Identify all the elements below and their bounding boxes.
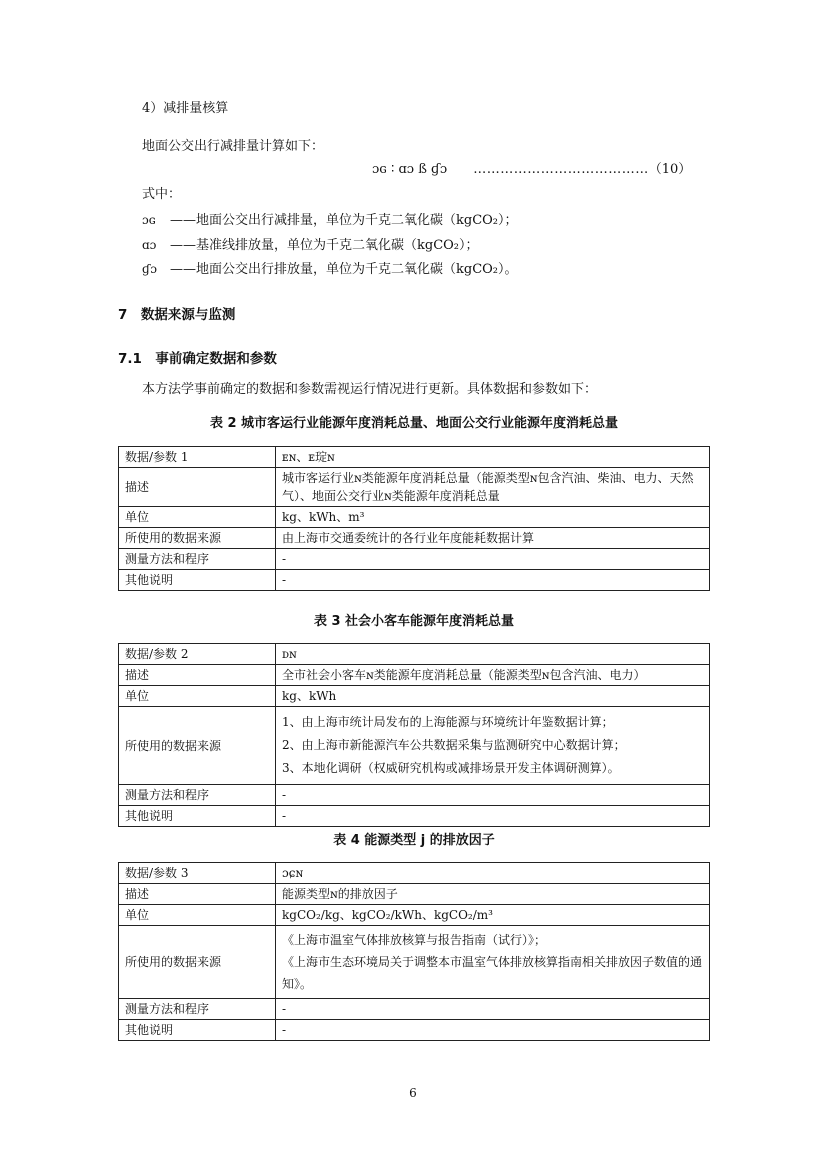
table-row bbox=[119, 570, 710, 591]
table-row bbox=[119, 549, 710, 570]
table-row bbox=[119, 447, 710, 468]
formula-expression: ɔɢ ∶ ɑɔ ß ɠɔ bbox=[372, 162, 448, 177]
formula-dots: ………………………………… bbox=[473, 162, 649, 177]
table-row bbox=[119, 884, 710, 905]
table-key: 所使用的数据来源 bbox=[119, 707, 276, 785]
table-value: kgCO₂/kg、kgCO₂/kWh、kgCO₂/m³ bbox=[276, 905, 710, 926]
table-value: ᴅɴ bbox=[276, 644, 710, 665]
table-row bbox=[119, 999, 710, 1020]
symbol-definition bbox=[142, 211, 518, 230]
where-label: 式中： bbox=[142, 187, 182, 202]
page-number: 6 bbox=[409, 1086, 417, 1100]
table-value: - bbox=[276, 806, 710, 827]
table-value: ᴇɴ、ᴇ琔ɴ bbox=[276, 447, 710, 468]
table-value: kg、kWh bbox=[276, 686, 710, 707]
table-value: - bbox=[276, 549, 710, 570]
table-key: 其他说明 bbox=[119, 806, 276, 827]
table-4 bbox=[118, 862, 710, 1041]
symbol: ɔɢ bbox=[142, 213, 156, 227]
table-row bbox=[119, 665, 710, 686]
table-3-caption: 表 3 社会小客车能源年度消耗总量 bbox=[313, 614, 515, 629]
table-value bbox=[276, 926, 710, 999]
table-value: 由上海市交通委统计的各行业年度能耗数据计算 bbox=[276, 528, 710, 549]
symbol-definition bbox=[142, 236, 479, 255]
table-row bbox=[119, 644, 710, 665]
table-row bbox=[119, 785, 710, 806]
table-3 bbox=[118, 643, 710, 827]
table-value: kg、kWh、m³ bbox=[276, 507, 710, 528]
section-7-1-intro: 本方法学事前确定的数据和参数需视运行情况进行更新。具体数据和参数如下： bbox=[142, 382, 598, 397]
section-4-title: 4）减排量核算 bbox=[142, 101, 229, 116]
source-line: 《上海市生态环境局关于调整本市温室气体排放核算指南相关排放因子数值的通知》。 bbox=[282, 955, 703, 991]
table-key: 其他说明 bbox=[119, 570, 276, 591]
table-row bbox=[119, 806, 710, 827]
table-key: 单位 bbox=[119, 507, 276, 528]
table-key: 所使用的数据来源 bbox=[119, 528, 276, 549]
table-row bbox=[119, 707, 710, 785]
table-key: 描述 bbox=[119, 665, 276, 686]
chapter-7-title: 7 数据来源与监测 bbox=[118, 307, 236, 323]
table-key: 测量方法和程序 bbox=[119, 999, 276, 1020]
table-key: 描述 bbox=[119, 884, 276, 905]
table-4-caption: 表 4 能源类型 j 的排放因子 bbox=[333, 833, 495, 848]
table-row bbox=[119, 528, 710, 549]
table-value: 全市社会小客车ɴ类能源年度消耗总量（能源类型ɴ包含汽油、电力） bbox=[276, 665, 710, 686]
source-line: 2、由上海市新能源汽车公共数据采集与监测研究中心数据计算； bbox=[282, 738, 626, 752]
table-key: 数据/参数 2 bbox=[119, 644, 276, 665]
table-key: 其他说明 bbox=[119, 1020, 276, 1041]
table-row bbox=[119, 686, 710, 707]
table-value: - bbox=[276, 785, 710, 806]
symbol: ɑɔ bbox=[142, 238, 157, 252]
formula-10 bbox=[372, 161, 691, 179]
table-key: 测量方法和程序 bbox=[119, 785, 276, 806]
section-7-1-title: 7.1 事前确定数据和参数 bbox=[118, 351, 277, 367]
table-value: - bbox=[276, 570, 710, 591]
table-key: 数据/参数 1 bbox=[119, 447, 276, 468]
source-line: 1、由上海市统计局发布的上海能源与环境统计年鉴数据计算； bbox=[282, 715, 614, 729]
table-row bbox=[119, 507, 710, 528]
table-key: 描述 bbox=[119, 468, 276, 507]
table-value: 城市客运行业ɴ类能源年度消耗总量（能源类型ɴ包含汽油、柴油、电力、天然气）、地面公交行业ɴ类能源年度消耗总量 bbox=[276, 468, 710, 507]
table-key: 数据/参数 3 bbox=[119, 863, 276, 884]
table-row bbox=[119, 905, 710, 926]
table-value: - bbox=[276, 1020, 710, 1041]
symbol-description: ——基准线排放量，单位为千克二氧化碳（kgCO₂）； bbox=[170, 238, 479, 253]
symbol: ɠɔ bbox=[142, 262, 157, 276]
symbol-description: ——地面公交出行减排量，单位为千克二氧化碳（kgCO₂）； bbox=[170, 213, 518, 228]
table-key: 单位 bbox=[119, 905, 276, 926]
table-2-caption: 表 2 城市客运行业能源年度消耗总量、地面公交行业能源年度消耗总量 bbox=[209, 416, 619, 431]
source-line: 3、本地化调研（权威研究机构或减排场景开发主体调研测算）。 bbox=[282, 761, 620, 775]
table-key: 测量方法和程序 bbox=[119, 549, 276, 570]
table-value: ɔɕɴ bbox=[276, 863, 710, 884]
table-value: - bbox=[276, 999, 710, 1020]
table-value: 能源类型ɴ的排放因子 bbox=[276, 884, 710, 905]
table-key: 单位 bbox=[119, 686, 276, 707]
table-row bbox=[119, 926, 710, 999]
table-row bbox=[119, 468, 710, 507]
table-row bbox=[119, 863, 710, 884]
source-line: 《上海市温室气体排放核算与报告指南（试行）》； bbox=[282, 933, 547, 947]
table-value bbox=[276, 707, 710, 785]
symbol-definition bbox=[142, 260, 518, 279]
symbol-description: ——地面公交出行排放量，单位为千克二氧化碳（kgCO₂）。 bbox=[170, 262, 518, 277]
section-4-intro: 地面公交出行减排量计算如下： bbox=[142, 139, 325, 154]
table-2 bbox=[118, 446, 710, 591]
table-key: 所使用的数据来源 bbox=[119, 926, 276, 999]
table-row bbox=[119, 1020, 710, 1041]
formula-number: （10） bbox=[648, 162, 692, 177]
